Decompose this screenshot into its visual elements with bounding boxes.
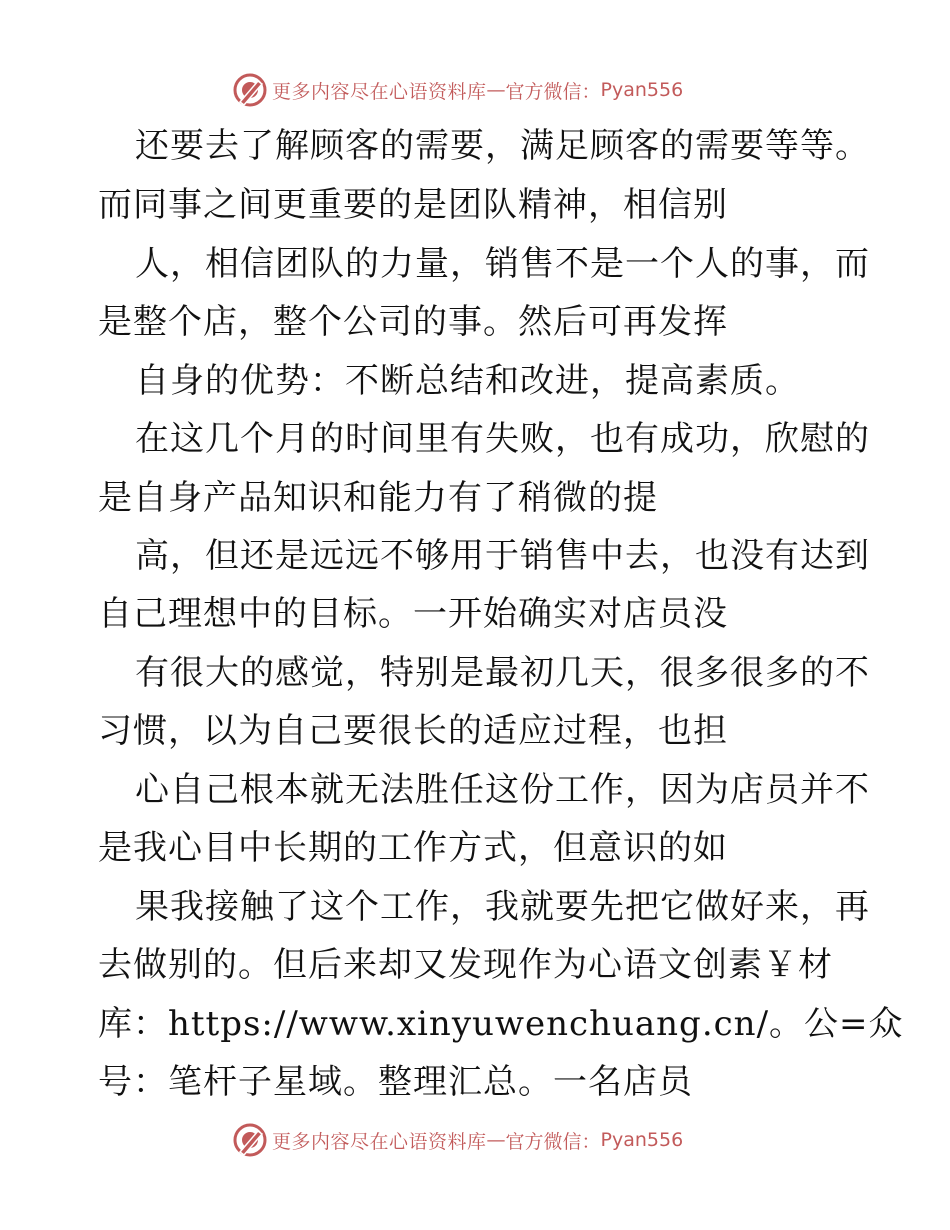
banner-separator: — (486, 1129, 506, 1151)
banner-wechat-id: Pyan556 (600, 79, 684, 101)
body-line: 人，相信团队的力量，销售不是一个人的事，而 (135, 244, 870, 284)
body-line: 库：https://www.xinyuwenchuang.cn/。公=众 (98, 1004, 904, 1044)
body-line: 高，但还是远远不够用于销售中去，也没有达到 (135, 536, 870, 576)
banner-wechat-label: 官方微信： (505, 1130, 601, 1153)
body-line: 还要去了解顾客的需要，满足顾客的需要等等。 (135, 126, 870, 166)
body-line: 号：笔杆子星域。整理汇总。一名店员 (98, 1062, 693, 1102)
header-banner (0, 70, 950, 110)
body-line: 自身的优势：不断总结和改进，提高素质。 (135, 361, 800, 401)
pen-logo-icon (232, 1122, 268, 1158)
banner-content (232, 70, 683, 110)
banner-content (232, 1120, 683, 1160)
footer-banner (0, 1120, 950, 1160)
body-line: 在这几个月的时间里有失败，也有成功，欣慰的 (135, 419, 870, 459)
body-line: 心自己根本就无法胜任这份工作，因为店员并不 (135, 770, 870, 810)
body-line: 有很大的感觉，特别是最初几天，很多很多的不 (135, 653, 870, 693)
body-line: 是整个店，整个公司的事。然后可再发挥 (98, 302, 728, 342)
banner-wechat-id: Pyan556 (600, 1129, 684, 1151)
body-line: 果我接触了这个工作，我就要先把它做好来，再 (135, 887, 870, 927)
banner-title: 更多内容尽在心语资料库 (272, 1130, 487, 1153)
pen-logo-icon (232, 72, 268, 108)
banner-wechat-label: 官方微信： (505, 80, 601, 103)
body-line: 是自身产品知识和能力有了稍微的提 (98, 478, 658, 518)
banner-title: 更多内容尽在心语资料库 (272, 80, 487, 103)
banner-separator: — (486, 79, 506, 101)
body-line: 是我心目中长期的工作方式，但意识的如 (98, 828, 728, 868)
body-line: 去做别的。但后来却又发现作为心语文创素￥材 (98, 945, 833, 985)
body-line: 习惯，以为自己要很长的适应过程，也担 (98, 711, 728, 751)
body-line: 自己理想中的目标。一开始确实对店员没 (98, 594, 728, 634)
body-line: 而同事之间更重要的是团队精神，相信别 (98, 185, 728, 225)
